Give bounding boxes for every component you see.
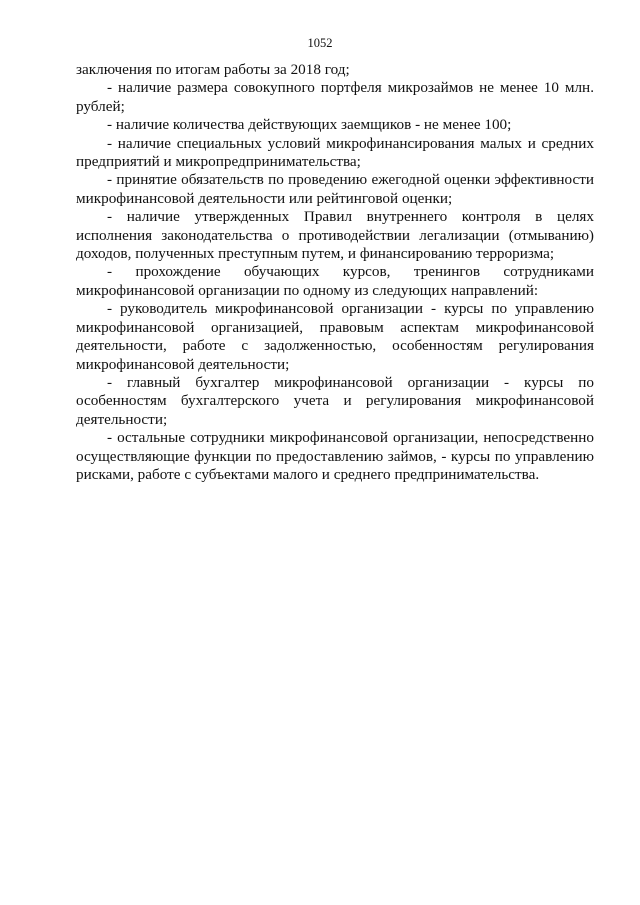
paragraph-head-courses: - руководитель микрофинансовой организации - курсы по управлению микрофинансовой организацией, правовым аспектам микрофинансовой деятельности, работе с задолженностью, особенностям регулирования микрофинансовой деятельности; (76, 300, 594, 373)
paragraph-staff-courses: - остальные сотрудники микрофинансовой организации, непосредственно осуществляющие функции по предоставлению займов, - курсы по управлению рисками, работе с субъектами малого и среднего предпринимательства. (76, 429, 594, 483)
paragraph-accountant-courses: - главный бухгалтер микрофинансовой организации - курсы по особенностям бухгалтерского учета и регулирования микрофинансовой деятельности; (76, 373, 594, 428)
paragraph-internal-control: - наличие утвержденных Правил внутреннего контроля в целях исполнения законодательства о противодействии легализации (отмыванию) доходов, полученных преступным путем, и финансированию терроризма; (76, 208, 594, 263)
paragraph-training: - прохождение обучающих курсов, тренингов сотрудниками микрофинансовой организации по одному из следующих направлений: (76, 263, 594, 299)
paragraph-special-conditions: - наличие специальных условий микрофинансирования малых и средних предприятий и микропредпринимательства; (76, 134, 594, 171)
paragraph-annual-assessment: - принятие обязательств по проведению ежегодной оценки эффективности микрофинансовой деятельности или рейтинговой оценки; (76, 171, 594, 207)
page-number: 1052 (307, 36, 333, 50)
paragraph-continuation: заключения по итогам работы за 2018 год; (76, 61, 350, 78)
document-body (76, 61, 594, 484)
paragraph-portfolio: - наличие размера совокупного портфеля микрозаймов не менее 10 млн. рублей; (76, 79, 594, 115)
paragraph-borrowers: - наличие количества действующих заемщиков - не менее 100; (107, 116, 512, 134)
